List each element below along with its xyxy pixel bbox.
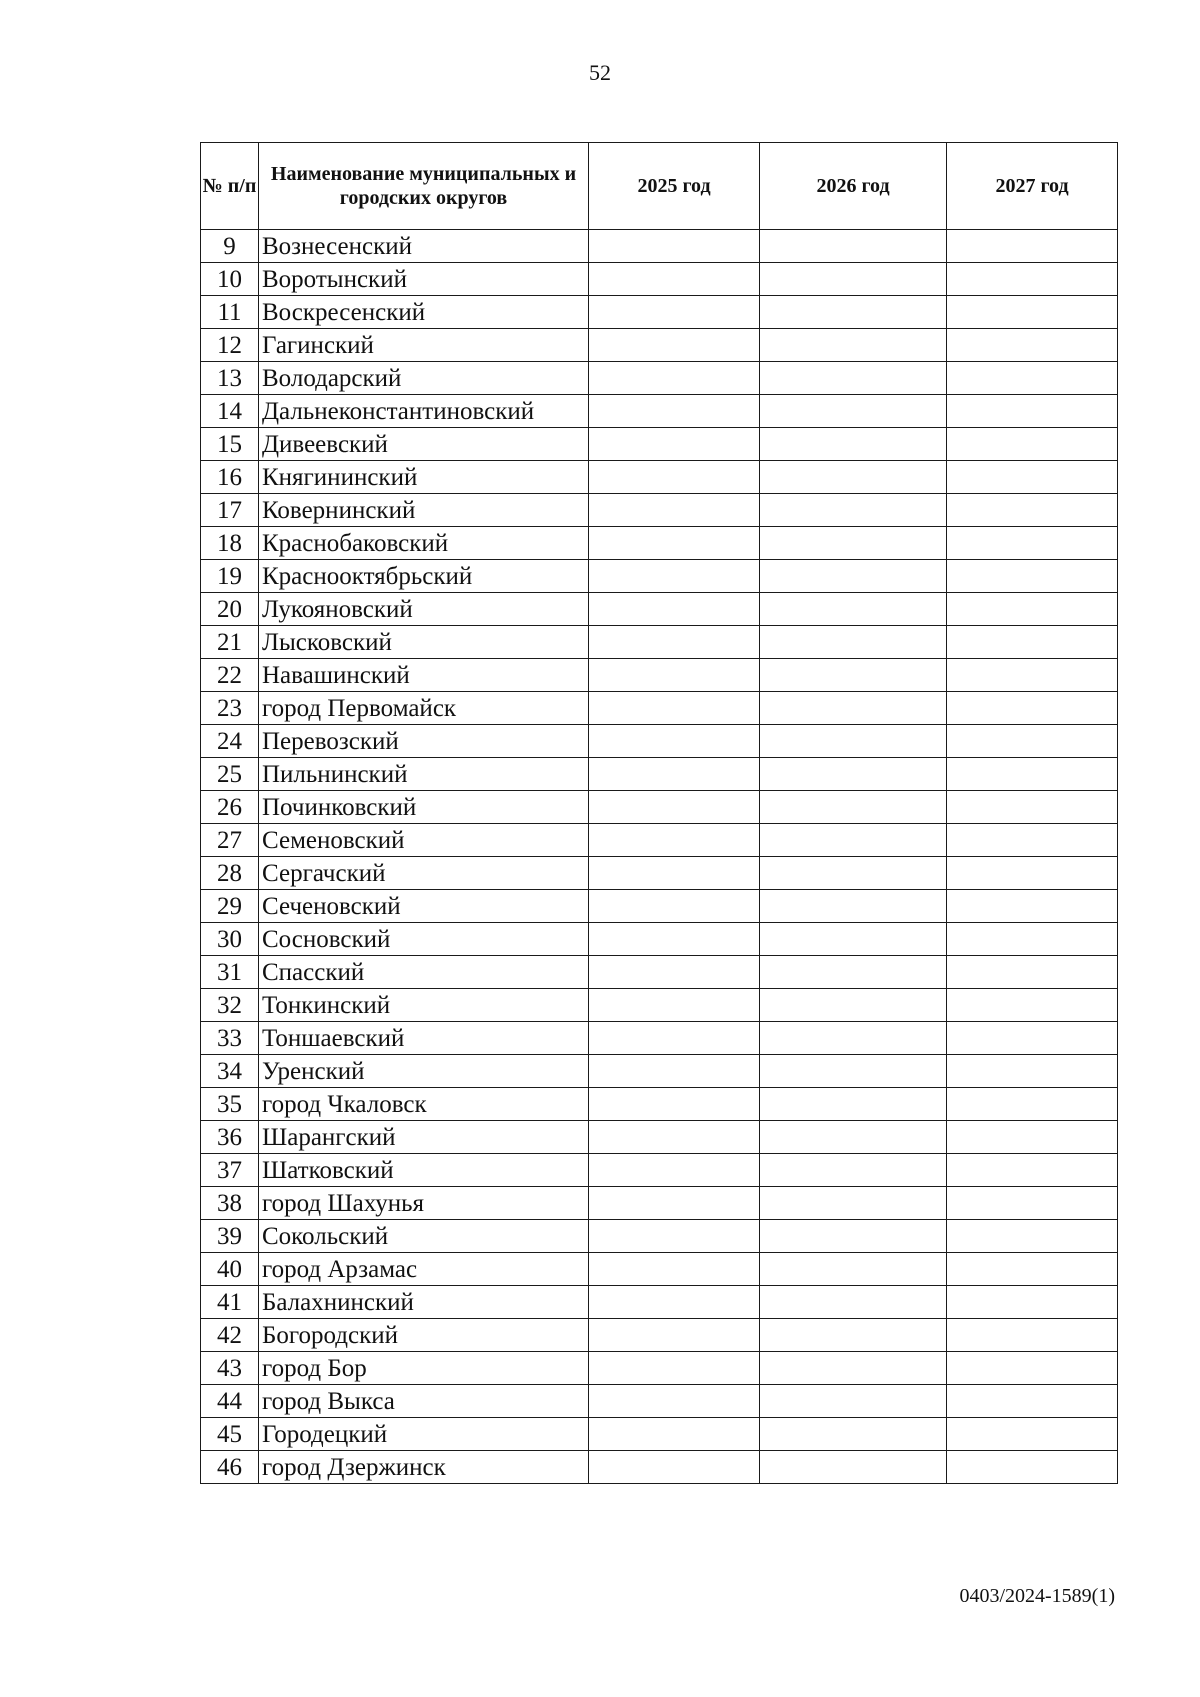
- table-row: [201, 395, 1118, 428]
- row-number: 14: [201, 395, 259, 428]
- cell-2026: [760, 263, 947, 296]
- table-row: [201, 296, 1118, 329]
- cell-2026: [760, 527, 947, 560]
- cell-2026: [760, 560, 947, 593]
- cell-2027: [947, 692, 1118, 725]
- table-row: [201, 1286, 1118, 1319]
- cell-2025: [589, 494, 760, 527]
- district-name: город Выкса: [259, 1385, 589, 1418]
- cell-2027: [947, 956, 1118, 989]
- cell-2025: [589, 428, 760, 461]
- cell-2025: [589, 758, 760, 791]
- cell-2025: [589, 1187, 760, 1220]
- table-row: [201, 1253, 1118, 1286]
- table-row: [201, 560, 1118, 593]
- table-row: [201, 428, 1118, 461]
- cell-2025: [589, 1385, 760, 1418]
- cell-2027: [947, 230, 1118, 263]
- cell-2026: [760, 593, 947, 626]
- cell-2026: [760, 1187, 947, 1220]
- district-name: Тоншаевский: [259, 1022, 589, 1055]
- table-row: [201, 923, 1118, 956]
- table-row: [201, 1220, 1118, 1253]
- cell-2027: [947, 395, 1118, 428]
- table-row: [201, 956, 1118, 989]
- table-row: [201, 494, 1118, 527]
- cell-2026: [760, 329, 947, 362]
- cell-2025: [589, 1055, 760, 1088]
- table-row: [201, 1385, 1118, 1418]
- cell-2026: [760, 1319, 947, 1352]
- cell-2026: [760, 1451, 947, 1484]
- row-number: 16: [201, 461, 259, 494]
- district-name: Гагинский: [259, 329, 589, 362]
- cell-2025: [589, 593, 760, 626]
- district-name: город Арзамас: [259, 1253, 589, 1286]
- cell-2027: [947, 1451, 1118, 1484]
- table-header-row: [201, 143, 1118, 230]
- table-row: [201, 329, 1118, 362]
- cell-2026: [760, 1088, 947, 1121]
- district-name: Лысковский: [259, 626, 589, 659]
- cell-2025: [589, 659, 760, 692]
- cell-2027: [947, 1121, 1118, 1154]
- district-name: город Первомайск: [259, 692, 589, 725]
- cell-2025: [589, 461, 760, 494]
- row-number: 28: [201, 857, 259, 890]
- cell-2025: [589, 890, 760, 923]
- cell-2025: [589, 1022, 760, 1055]
- district-name: Воротынский: [259, 263, 589, 296]
- cell-2027: [947, 362, 1118, 395]
- cell-2026: [760, 1385, 947, 1418]
- cell-2025: [589, 1220, 760, 1253]
- row-number: 39: [201, 1220, 259, 1253]
- cell-2026: [760, 989, 947, 1022]
- table-row: [201, 1055, 1118, 1088]
- cell-2027: [947, 1187, 1118, 1220]
- row-number: 31: [201, 956, 259, 989]
- district-name: Сосновский: [259, 923, 589, 956]
- cell-2027: [947, 560, 1118, 593]
- table-row: [201, 1121, 1118, 1154]
- cell-2027: [947, 989, 1118, 1022]
- cell-2027: [947, 527, 1118, 560]
- cell-2025: [589, 1451, 760, 1484]
- cell-2027: [947, 1154, 1118, 1187]
- cell-2026: [760, 1253, 947, 1286]
- row-number: 40: [201, 1253, 259, 1286]
- cell-2027: [947, 593, 1118, 626]
- cell-2027: [947, 1286, 1118, 1319]
- table-row: [201, 1418, 1118, 1451]
- cell-2025: [589, 1121, 760, 1154]
- cell-2027: [947, 1088, 1118, 1121]
- row-number: 34: [201, 1055, 259, 1088]
- table-row: [201, 659, 1118, 692]
- table-row: [201, 230, 1118, 263]
- cell-2026: [760, 1154, 947, 1187]
- row-number: 25: [201, 758, 259, 791]
- header-2026: 2026 год: [760, 143, 947, 230]
- table-row: [201, 1319, 1118, 1352]
- cell-2027: [947, 824, 1118, 857]
- cell-2026: [760, 692, 947, 725]
- cell-2027: [947, 1418, 1118, 1451]
- cell-2026: [760, 1352, 947, 1385]
- district-name: Сергачский: [259, 857, 589, 890]
- row-number: 37: [201, 1154, 259, 1187]
- district-name: Перевозский: [259, 725, 589, 758]
- district-name: Богородский: [259, 1319, 589, 1352]
- cell-2025: [589, 296, 760, 329]
- cell-2026: [760, 1022, 947, 1055]
- row-number: 46: [201, 1451, 259, 1484]
- cell-2026: [760, 626, 947, 659]
- cell-2026: [760, 758, 947, 791]
- table-row: [201, 1154, 1118, 1187]
- district-name: Лукояновский: [259, 593, 589, 626]
- row-number: 36: [201, 1121, 259, 1154]
- cell-2026: [760, 362, 947, 395]
- row-number: 18: [201, 527, 259, 560]
- cell-2025: [589, 395, 760, 428]
- district-name: Дивеевский: [259, 428, 589, 461]
- cell-2025: [589, 1253, 760, 1286]
- row-number: 27: [201, 824, 259, 857]
- district-name: Шатковский: [259, 1154, 589, 1187]
- cell-2025: [589, 626, 760, 659]
- cell-2025: [589, 1352, 760, 1385]
- header-num: № п/п: [201, 143, 259, 230]
- cell-2027: [947, 263, 1118, 296]
- row-number: 45: [201, 1418, 259, 1451]
- district-name: Пильнинский: [259, 758, 589, 791]
- row-number: 9: [201, 230, 259, 263]
- cell-2026: [760, 824, 947, 857]
- cell-2026: [760, 1286, 947, 1319]
- cell-2026: [760, 791, 947, 824]
- table-row: [201, 890, 1118, 923]
- districts-table: [200, 142, 1118, 1484]
- row-number: 20: [201, 593, 259, 626]
- row-number: 17: [201, 494, 259, 527]
- row-number: 26: [201, 791, 259, 824]
- row-number: 30: [201, 923, 259, 956]
- cell-2025: [589, 824, 760, 857]
- cell-2026: [760, 725, 947, 758]
- cell-2027: [947, 923, 1118, 956]
- cell-2025: [589, 725, 760, 758]
- district-name: Городецкий: [259, 1418, 589, 1451]
- cell-2027: [947, 461, 1118, 494]
- cell-2025: [589, 956, 760, 989]
- cell-2026: [760, 659, 947, 692]
- table-body: [201, 230, 1118, 1484]
- cell-2027: [947, 329, 1118, 362]
- district-name: город Шахунья: [259, 1187, 589, 1220]
- cell-2026: [760, 296, 947, 329]
- district-name: Уренский: [259, 1055, 589, 1088]
- district-name: город Дзержинск: [259, 1451, 589, 1484]
- cell-2026: [760, 890, 947, 923]
- table-row: [201, 1088, 1118, 1121]
- cell-2025: [589, 560, 760, 593]
- cell-2025: [589, 692, 760, 725]
- table-row: [201, 1352, 1118, 1385]
- cell-2027: [947, 428, 1118, 461]
- cell-2027: [947, 296, 1118, 329]
- cell-2027: [947, 1220, 1118, 1253]
- cell-2025: [589, 1319, 760, 1352]
- row-number: 44: [201, 1385, 259, 1418]
- cell-2027: [947, 1319, 1118, 1352]
- cell-2025: [589, 362, 760, 395]
- cell-2027: [947, 494, 1118, 527]
- cell-2027: [947, 1022, 1118, 1055]
- row-number: 42: [201, 1319, 259, 1352]
- cell-2025: [589, 230, 760, 263]
- district-name: город Чкаловск: [259, 1088, 589, 1121]
- cell-2025: [589, 857, 760, 890]
- row-number: 11: [201, 296, 259, 329]
- cell-2026: [760, 395, 947, 428]
- cell-2027: [947, 626, 1118, 659]
- cell-2025: [589, 1088, 760, 1121]
- table-row: [201, 1187, 1118, 1220]
- cell-2027: [947, 725, 1118, 758]
- cell-2026: [760, 1121, 947, 1154]
- district-name: Володарский: [259, 362, 589, 395]
- district-name: город Бор: [259, 1352, 589, 1385]
- cell-2026: [760, 923, 947, 956]
- row-number: 21: [201, 626, 259, 659]
- table-row: [201, 857, 1118, 890]
- cell-2026: [760, 857, 947, 890]
- row-number: 33: [201, 1022, 259, 1055]
- table-row: [201, 1451, 1118, 1484]
- district-name: Спасский: [259, 956, 589, 989]
- cell-2026: [760, 428, 947, 461]
- cell-2026: [760, 956, 947, 989]
- table-row: [201, 461, 1118, 494]
- district-name: Тонкинский: [259, 989, 589, 1022]
- table-row: [201, 989, 1118, 1022]
- district-name: Ковернинский: [259, 494, 589, 527]
- district-name: Сокольский: [259, 1220, 589, 1253]
- cell-2025: [589, 527, 760, 560]
- cell-2027: [947, 857, 1118, 890]
- cell-2026: [760, 461, 947, 494]
- district-name: Княгининский: [259, 461, 589, 494]
- cell-2026: [760, 1220, 947, 1253]
- row-number: 41: [201, 1286, 259, 1319]
- cell-2025: [589, 1286, 760, 1319]
- cell-2025: [589, 329, 760, 362]
- table-row: [201, 593, 1118, 626]
- row-number: 24: [201, 725, 259, 758]
- cell-2025: [589, 1418, 760, 1451]
- document-code: 0403/2024-1589(1): [959, 1585, 1115, 1607]
- table-row: [201, 527, 1118, 560]
- row-number: 32: [201, 989, 259, 1022]
- row-number: 43: [201, 1352, 259, 1385]
- cell-2025: [589, 923, 760, 956]
- district-name: Семеновский: [259, 824, 589, 857]
- row-number: 38: [201, 1187, 259, 1220]
- cell-2027: [947, 758, 1118, 791]
- table-row: [201, 824, 1118, 857]
- district-name: Воскресенский: [259, 296, 589, 329]
- cell-2027: [947, 1253, 1118, 1286]
- cell-2027: [947, 659, 1118, 692]
- table-row: [201, 362, 1118, 395]
- district-name: Краснооктябрьский: [259, 560, 589, 593]
- table-row: [201, 791, 1118, 824]
- cell-2025: [589, 989, 760, 1022]
- row-number: 12: [201, 329, 259, 362]
- cell-2025: [589, 263, 760, 296]
- table-row: [201, 692, 1118, 725]
- cell-2027: [947, 1055, 1118, 1088]
- page-number: 52: [589, 60, 611, 85]
- cell-2027: [947, 1352, 1118, 1385]
- cell-2025: [589, 791, 760, 824]
- table-row: [201, 263, 1118, 296]
- cell-2025: [589, 1154, 760, 1187]
- row-number: 22: [201, 659, 259, 692]
- district-name: Сеченовский: [259, 890, 589, 923]
- cell-2026: [760, 494, 947, 527]
- header-2027: 2027 год: [947, 143, 1118, 230]
- table-row: [201, 626, 1118, 659]
- row-number: 35: [201, 1088, 259, 1121]
- table-row: [201, 1022, 1118, 1055]
- district-name: Навашинский: [259, 659, 589, 692]
- cell-2027: [947, 791, 1118, 824]
- header-name: Наименование муниципальных и городских округов: [259, 143, 589, 230]
- table-row: [201, 725, 1118, 758]
- district-name: Дальнеконстантиновский: [259, 395, 589, 428]
- cell-2026: [760, 230, 947, 263]
- table-row: [201, 758, 1118, 791]
- header-2025: 2025 год: [589, 143, 760, 230]
- district-name: Краснобаковский: [259, 527, 589, 560]
- row-number: 29: [201, 890, 259, 923]
- district-name: Шарангский: [259, 1121, 589, 1154]
- row-number: 19: [201, 560, 259, 593]
- row-number: 15: [201, 428, 259, 461]
- cell-2027: [947, 1385, 1118, 1418]
- district-name: Починковский: [259, 791, 589, 824]
- district-name: Вознесенский: [259, 230, 589, 263]
- row-number: 23: [201, 692, 259, 725]
- row-number: 13: [201, 362, 259, 395]
- row-number: 10: [201, 263, 259, 296]
- cell-2027: [947, 890, 1118, 923]
- cell-2026: [760, 1418, 947, 1451]
- district-name: Балахнинский: [259, 1286, 589, 1319]
- cell-2026: [760, 1055, 947, 1088]
